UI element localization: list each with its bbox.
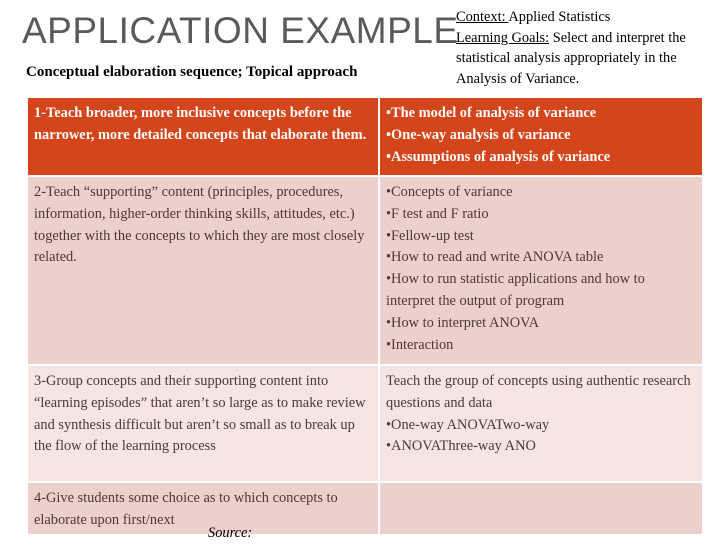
elaboration-table [26,96,704,536]
table-row [27,97,703,176]
table-row [27,176,703,365]
application-intro: Teach the group of concepts using authentic research questions and data [386,373,691,411]
table-row [27,365,703,482]
list-item: • One-way analysis of variance [386,125,696,147]
list-item: • How to read and write ANOVA table [386,247,696,269]
list-item: • One-way ANOVATwo-way [386,415,696,437]
application-cell [379,365,703,482]
context-box [456,7,724,89]
principle-cell: 3-Group concepts and their supporting content into “learning episodes” that aren’t so large as to make review and synthesis difficult but aren’t so small as to break up the flow of the learning process [27,365,379,482]
list-item: • Interaction [386,335,696,357]
principle-cell: 4-Give students some choice as to which concepts to elaborate upon first/next [27,482,379,535]
list-item: • How to interpret ANOVA [386,313,696,335]
learning-goals [456,28,724,90]
application-cell [379,97,703,176]
principle-cell: 2-Teach “supporting” content (principles, procedures, information, higher-order thinking skills, attitudes, etc.) together with the concepts to which they are most closely related. [27,176,379,365]
slide-subtitle: Conceptual elaboration sequence; Topical approach [26,64,358,80]
application-cell [379,482,703,535]
learning-goals-label: Learning Goals: [456,29,550,46]
list-item: • Assumptions of analysis of variance [386,147,696,169]
list-item: • The model of analysis of variance [386,103,696,125]
list-item: • Concepts of variance [386,182,696,204]
application-cell [379,176,703,365]
list-item: • Fellow-up test [386,226,696,248]
principle-cell: 1-Teach broader, more inclusive concepts before the narrower, more detailed concepts that elaborate them. [27,97,379,176]
table-row [27,482,703,535]
list-item: • F test and F ratio [386,204,696,226]
context-label: Context: [456,9,509,25]
context-value: Applied Statistics [508,9,611,25]
list-item: • How to run statistic applications and how to interpret the output of program [386,269,696,313]
learning-goals-value: Select and interpret the statistical analysis appropriately in the Analysis of Variance. [456,29,686,87]
context-line [456,7,724,28]
list-item: • ANOVAThree-way ANO [386,436,696,458]
slide-title: APPLICATION EXAMPLE [22,10,459,51]
source-note: Source: [208,525,253,541]
